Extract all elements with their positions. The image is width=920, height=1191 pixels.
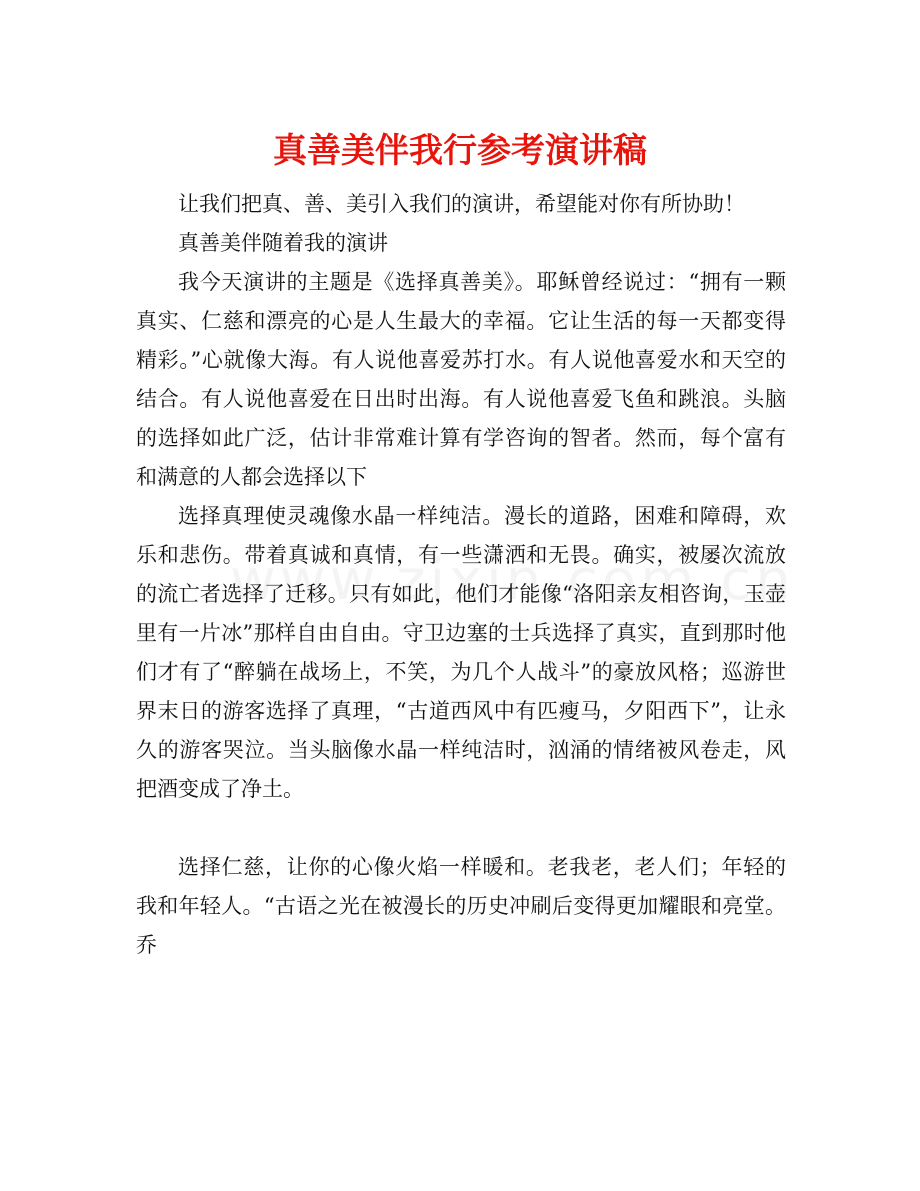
- document-title: 真善美伴我行参考演讲稿: [273, 131, 647, 171]
- paragraph-subtitle: 真善美伴随着我的演讲: [178, 231, 388, 255]
- paragraph-truth: 选择真理使灵魂像水晶一样纯洁。漫长的道路，困难和障碍，欢乐和悲伤。带着真诚和真情，有一些潇洒和无畏。确实，被屡次流放的流亡者选择了迁移。只有如此，他们才能像“洛阳亲友相咨询，玉壶里有一片冰”那样自由自由。守卫边塞的士兵选择了真实，直到那时他们才有了“醉躺在战场上，不笑，为几个人战斗”的豪放风格；巡游世界末日的游客选择了真理，“古道西风中有匹瘦马，夕阳西下”，让永久的游客哭泣。当头脑像水晶一样纯洁时，汹涌的情绪被风卷走，风把酒变成了净土。: [136, 504, 786, 801]
- paragraph-kindness: 选择仁慈，让你的心像火焰一样暖和。老我老，老人们；年轻的我和年轻人。“古语之光在被漫长的历史冲刷后变得更加耀眼和亮堂。乔: [136, 855, 786, 957]
- paragraph-theme: 我今天演讲的主题是《选择真善美》。耶稣曾经说过：“拥有一颗真实、仁慈和漂亮的心是人生最大的幸福。它让生活的每一天都变得精彩。”心就像大海。有人说他喜爱苏打水。有人说他喜爱水和天空的结合。有人说他喜爱在日出时出海。有人说他喜爱飞鱼和跳浪。头脑的选择如此广泛，估计非常难计算有学咨询的智者。然而，每个富有和满意的人都会选择以下: [136, 270, 786, 489]
- document-body: [136, 185, 786, 965]
- paragraph-spacer: [136, 809, 786, 848]
- paragraph-intro: 让我们把真、善、美引入我们的演讲，希望能对你有所协助！: [178, 192, 745, 216]
